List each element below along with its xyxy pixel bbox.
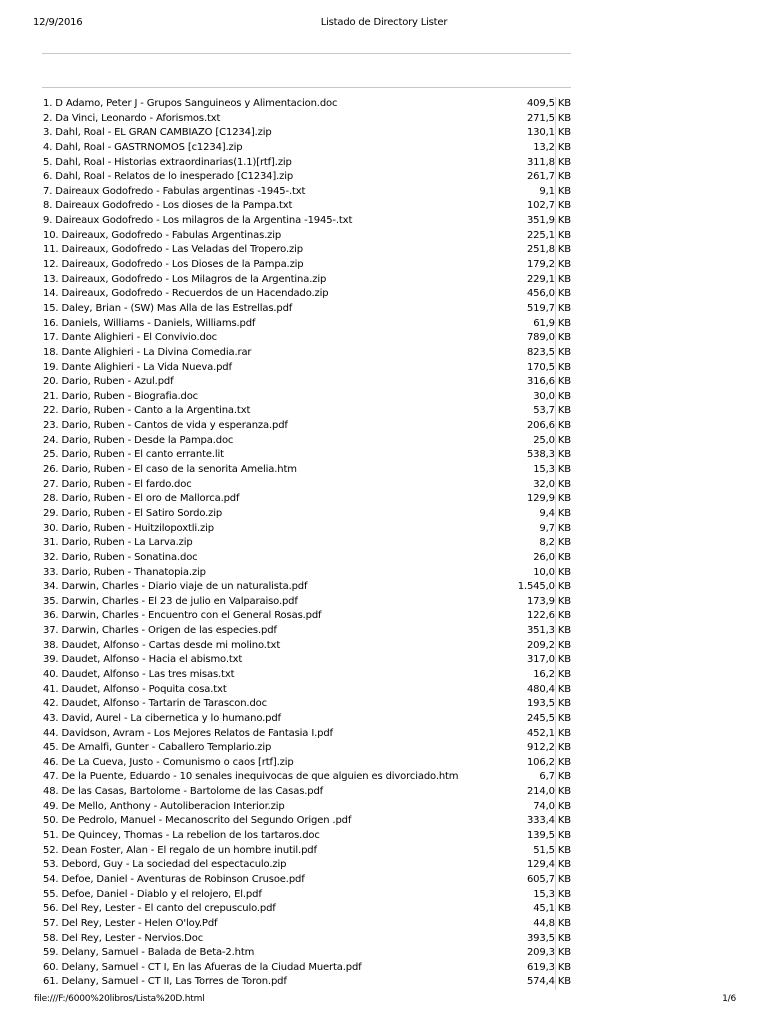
file-row: [42, 756, 574, 771]
file-size: 15,3 KB: [533, 464, 571, 476]
file-size: 10,0 KB: [533, 566, 571, 578]
file-name: 57. Del Rey, Lester - Helen O'loy.Pdf: [43, 917, 218, 929]
file-row: [42, 566, 574, 581]
file-row: [42, 639, 574, 654]
file-row: [42, 375, 574, 390]
file-size: 193,5 KB: [526, 698, 571, 710]
file-size: 122,6 KB: [526, 610, 571, 622]
file-row: [42, 390, 574, 405]
file-size: 317,0 KB: [526, 654, 571, 666]
file-row: [42, 741, 574, 756]
file-row: [42, 668, 574, 683]
table-top-divider: [42, 87, 571, 88]
file-size: 229,1 KB: [526, 273, 571, 285]
file-size: 271,5 KB: [526, 112, 571, 124]
file-name: 40. Daudet, Alfonso - Las tres misas.txt: [43, 668, 235, 680]
file-size: 170,5 KB: [526, 361, 571, 373]
file-size: 619,3 KB: [526, 961, 571, 973]
file-name: 17. Dante Alighieri - El Convivio.doc: [43, 332, 218, 344]
file-size: 102,7 KB: [526, 200, 571, 212]
file-size: 173,9 KB: [526, 595, 571, 607]
file-row: [42, 141, 574, 156]
file-size: 209,2 KB: [526, 639, 571, 651]
file-name: 22. Dario, Ruben - Canto a la Argentina.txt: [43, 405, 251, 417]
file-name: 25. Dario, Ruben - El canto errante.lit: [43, 449, 224, 461]
file-row: [42, 712, 574, 727]
file-row: [42, 199, 574, 214]
file-row: [42, 888, 574, 903]
file-row: [42, 932, 574, 947]
file-row: [42, 858, 574, 873]
file-name: 5. Dahl, Roal - Historias extraordinarias(1.1)[rtf].zip: [43, 156, 292, 168]
file-row: [42, 507, 574, 522]
file-row: [42, 126, 574, 141]
file-name: 56. Del Rey, Lester - El canto del crepusculo.pdf: [43, 903, 276, 915]
file-name: 45. De Amalfi, Gunter - Caballero Templario.zip: [43, 742, 272, 754]
file-size: 53,7 KB: [533, 405, 571, 417]
file-name: 26. Dario, Ruben - El caso de la senorita Amelia.htm: [43, 464, 297, 476]
file-size: 912,2 KB: [526, 742, 571, 754]
header-divider: [42, 53, 571, 54]
file-name: 52. Dean Foster, Alan - El regalo de un hombre inutil.pdf: [43, 844, 317, 856]
file-name: 58. Del Rey, Lester - Nervios.Doc: [43, 932, 204, 944]
page-title: Listado de Directory Lister: [320, 17, 448, 28]
file-size: 130,1 KB: [526, 127, 571, 139]
file-name: 4. Dahl, Roal - GASTRNOMOS [c1234].zip: [43, 141, 243, 153]
file-size: 214,0 KB: [526, 786, 571, 798]
file-name: 27. Dario, Ruben - El fardo.doc: [43, 478, 192, 490]
file-name: 12. Daireaux, Godofredo - Los Dioses de la Pampa.zip: [43, 259, 304, 271]
file-row: [42, 404, 574, 419]
file-name: 1. D Adamo, Peter J - Grupos Sanguineos y Alimentacion.doc: [43, 98, 338, 109]
file-name: 54. Defoe, Daniel - Aventuras de Robinson Crusoe.pdf: [43, 873, 305, 885]
file-name: 35. Darwin, Charles - El 23 de julio en Valparaiso.pdf: [43, 595, 298, 607]
file-size: 351,3 KB: [526, 625, 571, 637]
file-name: 2. Da Vinci, Leonardo - Aforismos.txt: [43, 112, 221, 124]
file-size: 393,5 KB: [526, 932, 571, 944]
file-row: [42, 917, 574, 932]
file-size: 538,3 KB: [526, 449, 571, 461]
file-row: [42, 902, 574, 917]
file-size: 225,1 KB: [526, 229, 571, 241]
file-row: [42, 551, 574, 566]
file-size: 351,9 KB: [526, 215, 571, 227]
file-row: [42, 800, 574, 815]
file-row: [42, 785, 574, 800]
footer-page-number: 1/6: [722, 994, 736, 1004]
file-name: 16. Daniels, Williams - Daniels, Williams.pdf: [43, 317, 256, 329]
file-name: 13. Daireaux, Godofredo - Los Milagros de la Argentina.zip: [43, 273, 327, 285]
file-size: 409,5 KB: [526, 98, 571, 109]
print-date: 12/9/2016: [33, 17, 83, 28]
file-name: 53. Debord, Guy - La sociedad del espectaculo.zip: [43, 859, 287, 871]
file-size: 9,1 KB: [539, 185, 571, 197]
footer-file-path: file:///F:/6000%20libros/Lista%20D.html: [34, 994, 205, 1004]
file-row: [42, 185, 574, 200]
file-size: 61,9 KB: [533, 317, 571, 329]
file-row: [42, 97, 574, 112]
file-name: 44. Davidson, Avram - Los Mejores Relatos de Fantasia I.pdf: [43, 727, 333, 739]
file-size: 245,5 KB: [526, 712, 571, 724]
file-name: 34. Darwin, Charles - Diario viaje de un naturalista.pdf: [43, 581, 308, 593]
file-size: 129,9 KB: [526, 493, 571, 505]
file-size: 519,7 KB: [526, 302, 571, 314]
file-row: [42, 770, 574, 785]
file-name: 50. De Pedrolo, Manuel - Mecanoscrito del Segundo Origen .pdf: [43, 815, 352, 827]
file-name: 33. Dario, Ruben - Thanatopia.zip: [43, 566, 206, 578]
file-size: 605,7 KB: [526, 873, 571, 885]
file-row: [42, 448, 574, 463]
file-row: [42, 112, 574, 127]
file-size: 44,8 KB: [533, 917, 571, 929]
file-size: 9,4 KB: [539, 507, 571, 519]
file-name: 43. David, Aurel - La cibernetica y lo humano.pdf: [43, 712, 281, 724]
file-name: 46. De La Cueva, Justo - Comunismo o caos [rtf].zip: [43, 756, 294, 768]
file-name: 47. De la Puente, Eduardo - 10 senales inequivocas de que alguien es divorciado.htm: [43, 771, 459, 783]
file-size: 452,1 KB: [526, 727, 571, 739]
file-size: 25,0 KB: [533, 434, 571, 446]
file-name: 9. Daireaux Godofredo - Los milagros de la Argentina -1945-.txt: [43, 215, 353, 227]
file-size: 30,0 KB: [533, 390, 571, 402]
file-row: [42, 595, 574, 610]
file-name: 49. De Mello, Anthony - Autoliberacion Interior.zip: [43, 800, 285, 812]
file-row: [42, 331, 574, 346]
file-row: [42, 492, 574, 507]
file-name: 11. Daireaux, Godofredo - Las Veladas del Tropero.zip: [43, 244, 303, 256]
file-name: 55. Defoe, Daniel - Diablo y el relojero, El.pdf: [43, 888, 262, 900]
file-row: [42, 609, 574, 624]
file-name: 3. Dahl, Roal - EL GRAN CAMBIAZO [C1234].zip: [43, 127, 272, 139]
file-row: [42, 434, 574, 449]
file-row: [42, 814, 574, 829]
file-size: 574,4 KB: [526, 976, 571, 988]
file-size: 74,0 KB: [533, 800, 571, 812]
file-row: [42, 829, 574, 844]
file-name: 21. Dario, Ruben - Biografia.doc: [43, 390, 199, 402]
file-size: 129,4 KB: [526, 859, 571, 871]
file-name: 24. Dario, Ruben - Desde la Pampa.doc: [43, 434, 234, 446]
file-size: 13,2 KB: [533, 141, 571, 153]
file-name: 37. Darwin, Charles - Origen de las especies.pdf: [43, 625, 277, 637]
file-name: 23. Dario, Ruben - Cantos de vida y esperanza.pdf: [43, 420, 288, 432]
file-row: [42, 170, 574, 185]
file-row: [42, 844, 574, 859]
file-row: [42, 463, 574, 478]
file-name: 42. Daudet, Alfonso - Tartarin de Tarascon.doc: [43, 698, 267, 710]
file-name: 20. Dario, Ruben - Azul.pdf: [43, 376, 174, 388]
file-row: [42, 522, 574, 537]
file-size: 106,2 KB: [526, 756, 571, 768]
file-size: 480,4 KB: [526, 683, 571, 695]
file-row: [42, 536, 574, 551]
file-size: 209,3 KB: [526, 947, 571, 959]
file-row: [42, 258, 574, 273]
file-name: 6. Dahl, Roal - Relatos de lo inesperado [C1234].zip: [43, 171, 294, 183]
file-row: [42, 361, 574, 376]
file-row: [42, 697, 574, 712]
file-size: 316,6 KB: [526, 376, 571, 388]
file-name: 39. Daudet, Alfonso - Hacia el abismo.txt: [43, 654, 243, 666]
file-name: 30. Dario, Ruben - Huitzilopoxtli.zip: [43, 522, 214, 534]
file-size: 251,8 KB: [526, 244, 571, 256]
file-size: 789,0 KB: [526, 332, 571, 344]
file-size: 179,2 KB: [526, 259, 571, 271]
file-name: 48. De las Casas, Bartolome - Bartolome de las Casas.pdf: [43, 786, 324, 798]
file-row: [42, 287, 574, 302]
file-name: 32. Dario, Ruben - Sonatina.doc: [43, 551, 198, 563]
file-size: 45,1 KB: [533, 903, 571, 915]
file-size: 823,5 KB: [526, 346, 571, 358]
file-name: 60. Delany, Samuel - CT I, En las Afueras de la Ciudad Muerta.pdf: [43, 961, 362, 973]
file-name: 51. De Quincey, Thomas - La rebelion de los tartaros.doc: [43, 830, 320, 842]
file-size: 1.545,0 KB: [517, 581, 571, 593]
file-size: 333,4 KB: [526, 815, 571, 827]
file-name: 8. Daireaux Godofredo - Los dioses de la Pampa.txt: [43, 200, 293, 212]
file-size: 206,6 KB: [526, 420, 571, 432]
file-name: 29. Dario, Ruben - El Satiro Sordo.zip: [43, 507, 223, 519]
file-size: 311,8 KB: [526, 156, 571, 168]
file-name: 10. Daireaux, Godofredo - Fabulas Argentinas.zip: [43, 229, 282, 241]
file-size: 32,0 KB: [533, 478, 571, 490]
file-row: [42, 727, 574, 742]
file-size: 261,7 KB: [526, 171, 571, 183]
file-row: [42, 961, 574, 976]
file-name: 61. Delany, Samuel - CT II, Las Torres de Toron.pdf: [43, 976, 287, 988]
file-row: [42, 873, 574, 888]
file-size: 456,0 KB: [526, 288, 571, 300]
file-row: [42, 419, 574, 434]
file-row: [42, 156, 574, 171]
file-size: 139,5 KB: [526, 830, 571, 842]
file-size: 9,7 KB: [539, 522, 571, 534]
file-size: 16,2 KB: [533, 668, 571, 680]
file-name: 41. Daudet, Alfonso - Poquita cosa.txt: [43, 683, 227, 695]
file-name: 38. Daudet, Alfonso - Cartas desde mi molino.txt: [43, 639, 281, 651]
file-name: 36. Darwin, Charles - Encuentro con el General Rosas.pdf: [43, 610, 322, 622]
file-row: [42, 346, 574, 361]
file-name: 19. Dante Alighieri - La Vida Nueva.pdf: [43, 361, 232, 373]
file-name: 18. Dante Alighieri - La Divina Comedia.rar: [43, 346, 252, 358]
file-size: 51,5 KB: [533, 844, 571, 856]
file-row: [42, 580, 574, 595]
file-listing: [42, 97, 574, 990]
file-row: [42, 478, 574, 493]
file-size: 8,2 KB: [539, 537, 571, 549]
file-size: 15,3 KB: [533, 888, 571, 900]
file-row: [42, 273, 574, 288]
file-row: [42, 624, 574, 639]
file-size: 6,7 KB: [539, 771, 571, 783]
file-row: [42, 946, 574, 961]
file-name: 59. Delany, Samuel - Balada de Beta-2.htm: [43, 947, 255, 959]
file-row: [42, 302, 574, 317]
file-row: [42, 975, 574, 990]
file-row: [42, 683, 574, 698]
file-name: 14. Daireaux, Godofredo - Recuerdos de un Hacendado.zip: [43, 288, 329, 300]
file-row: [42, 653, 574, 668]
file-size: 26,0 KB: [533, 551, 571, 563]
file-name: 7. Daireaux Godofredo - Fabulas argentinas -1945-.txt: [43, 185, 306, 197]
file-name: 31. Dario, Ruben - La Larva.zip: [43, 537, 193, 549]
file-row: [42, 229, 574, 244]
file-name: 15. Daley, Brian - (SW) Mas Alla de las Estrellas.pdf: [43, 302, 293, 314]
file-row: [42, 243, 574, 258]
file-row: [42, 317, 574, 332]
file-row: [42, 214, 574, 229]
file-name: 28. Dario, Ruben - El oro de Mallorca.pdf: [43, 493, 240, 505]
